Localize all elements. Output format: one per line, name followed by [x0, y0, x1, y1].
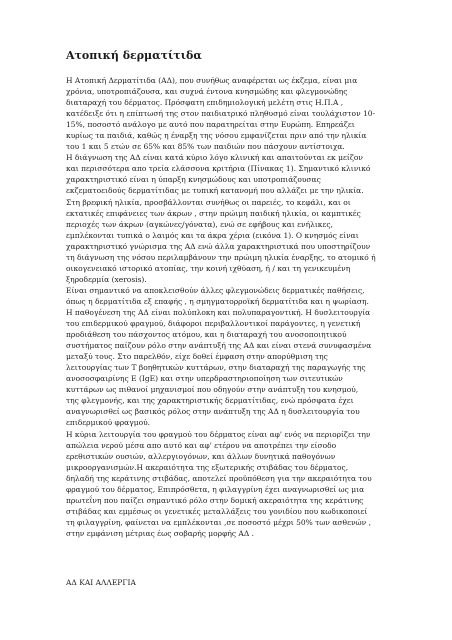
body-line: περιοχές των άκρων (αγκώνες/γόνατα), ενώ σε εφήβους και ενήλικες, — [66, 219, 333, 229]
body-line: προδιάθεση του πάσχοντος ατόμου, και η διαταραχή του ανοσοποιητικού — [66, 330, 347, 340]
body-line: Η διάγνωση της ΑΔ είναι κατά κύριο λόγο κλινική και απαιτούνται εκ μείζον — [66, 153, 363, 163]
body-line: της φλεγμονής, και της χαρακτηριστικής δερματίτιδας, ενώ πρόσφατα έχει — [66, 396, 354, 406]
body-line: συστήματος παίζουν ρόλο στην ανάπτυξή της ΑΔ και είναι στενά συνυφασμένα — [66, 341, 372, 351]
body-line: κυττάρων ως πιθανοί μηχανισμοί που οδηγούν στην ανάπτυξη του κνησμού, — [66, 385, 359, 395]
body-line: ανοσοσφαιρίνης Ε (IgE) και στην υπερδραστηριοποίηση των σιτευτικών — [66, 374, 343, 384]
body-line: Είναι σημαντικό να αποκλεισθούν άλλες φλεγμονώδεις δερματικές παθήσεις, — [66, 285, 365, 295]
body-line: του επιδερμικού φραγμού, διάφοροι περιβαλλοντικοί παράγοντες, η γενετική — [66, 319, 361, 329]
body-line: εμπλέκονται τυπικά ο λαιμός και τα άκρα χέρια (εικόνα 1). Ο κνησμός είναι — [66, 230, 359, 240]
body-line: κυρίως τα παιδιά, καθώς η έναρξη της νόσου εμφανίζεται πριν από την ηλικία — [66, 131, 367, 141]
body-line: και περισσότερα απο τρεία ελάσσονα κριτήρια (Πίνακας 1). Σημαντικό κλινικό — [66, 164, 371, 174]
body-line: χαρακτηριστικό είναι η ύπαρξη κνησμώδους και υποτροπιάζουσας — [66, 175, 321, 185]
body-line: χρόνια, υποτροπιάζουσα, και συχνά έντονα κνησμώδης και φλεγμονώδης — [66, 87, 348, 97]
body-line: ερεθιστικών ουσιών, αλλεργιογόνων, και άλλων δυνητικά παθογόνων — [66, 451, 336, 461]
body-line: εκτατικές επιφάνειες των άκρων , στην πρώιμη παιδική ηλικία, οι καμπτικές — [66, 208, 361, 218]
body-line: 15%, ποσοστό ανάλογο με αυτό που παρατηρείται στην Ευρώπη. Επηρεάζει — [66, 120, 355, 130]
body-line: εκζεματοειδούς δερματίτιδας με τυπική κατανομή που αλλάζει με την ηλικία. — [66, 186, 364, 196]
body-line: μεταξύ τους. Στο παρελθόν, είχε δοθεί έμφαση στην απορύθμιση της — [66, 352, 328, 362]
body-line: λειτουργίας των Τ βοηθητικών κυττάρων, στην διαταραχή της παραγωγής της — [66, 363, 366, 373]
document-title: Ατοπική δερματίτιδα — [66, 49, 202, 62]
body-line: του 1 και 5 ετών σε 65% και 85% των παιδιών που πάσχουν αντίστοιχα. — [66, 142, 345, 152]
body-line: απώλεια νερού μέσα απο αυτό και αφ' ετέρου να αποτρέπει την είσοδο — [66, 440, 337, 450]
body-line: τη φιλαγγρίνη, φαίνεται να εμπλέκονται ,σε ποσοστό μέχρι 50% των ασθενών , — [66, 517, 371, 527]
body-line: όπως η δερματίτιδα εξ επαφής , η σμηγματορροϊκή δερματίτιδα και η ψωρίαση. — [66, 296, 369, 306]
document-body — [66, 75, 406, 539]
body-line: τη διάγνωση της νόσου περιλαμβάνουν την πρώιμη ηλικία έναρξης, το ατομικό ή — [66, 252, 376, 262]
body-line: κατέδειξε ότι η επίπτωσή της στον παιδιατρικό πληθυσμό είναι τουλάχιστον 10- — [66, 109, 376, 119]
body-line: μικροοργανισμών.Η ακεραιότητα της εξωτερικής στιβάδας του δέρματος, — [66, 462, 349, 472]
body-line: διαταραχή του δέρματος. Πρόσφατη επιδημιολογική μελέτη στις Η.Π.Α , — [66, 98, 344, 108]
body-line: Η κύρια λειτουργία του φραγμού του δέρματος είναι αφ' ενός να περιορίζει την — [66, 429, 371, 439]
body-line: ξηροδερμία (xerosis). — [66, 274, 147, 284]
section-heading: ΑΔ ΚΑΙ ΑΛΛΕΡΓΙΑ — [66, 578, 136, 587]
body-line: Η παθογένεση της ΑΔ είναι πολύπλοκη και πολυπαραγοντική. Η δυσλειτουργία — [66, 307, 371, 317]
body-line: φραγμού του δέρματος, Επιπρόσθετα, η φιλαγγρίνη έχει αναγνωρισθεί ως μια — [66, 484, 365, 494]
body-line: στην εμφάνιση μέτριας έως σοβαρής μορφής ΑΔ . — [66, 528, 255, 538]
body-line: χαρακτηριστικό γνώρισμα της ΑΔ ενώ άλλα χαρακτηριστικά που υποστηρίζουν — [66, 241, 371, 251]
body-line: Στη βρεφική ηλικία, προσβάλλονται συνήθως οι παρειές, το κεφάλι, και οι — [66, 197, 351, 207]
body-line: Η Ατοπική Δερματίτιδα (ΑΔ), που συνήθως αναφέρεται ως έκζεμα, είναι μια — [66, 76, 358, 85]
body-line: πρωτεΐνη που παίζει σημαντικό ρόλο στην δομική ακεραιότητα της κεράτινης — [66, 495, 364, 505]
body-line: στιβάδας και εμμέσως οι γενετικές μεταλλάξεις του γονιδίου που κωδικοποιεί — [66, 506, 368, 516]
body-line: επιδερμικού φραγμού. — [66, 418, 151, 428]
body-line: οικογενειακό ιστορικό ατοπίας, την κοινή ιχθύαση, ή / και τη γενικευμένη — [66, 263, 351, 273]
body-line: δηλαδή της κεράτινης στιβάδας, αποτελεί προϋπόθεση για την ακεραιότητα του — [66, 473, 372, 483]
body-line: αναγνωρισθεί ως βασικός ρόλος στην ανάπτυξη της ΑΔ η δυσλειτουργία του — [66, 407, 360, 417]
